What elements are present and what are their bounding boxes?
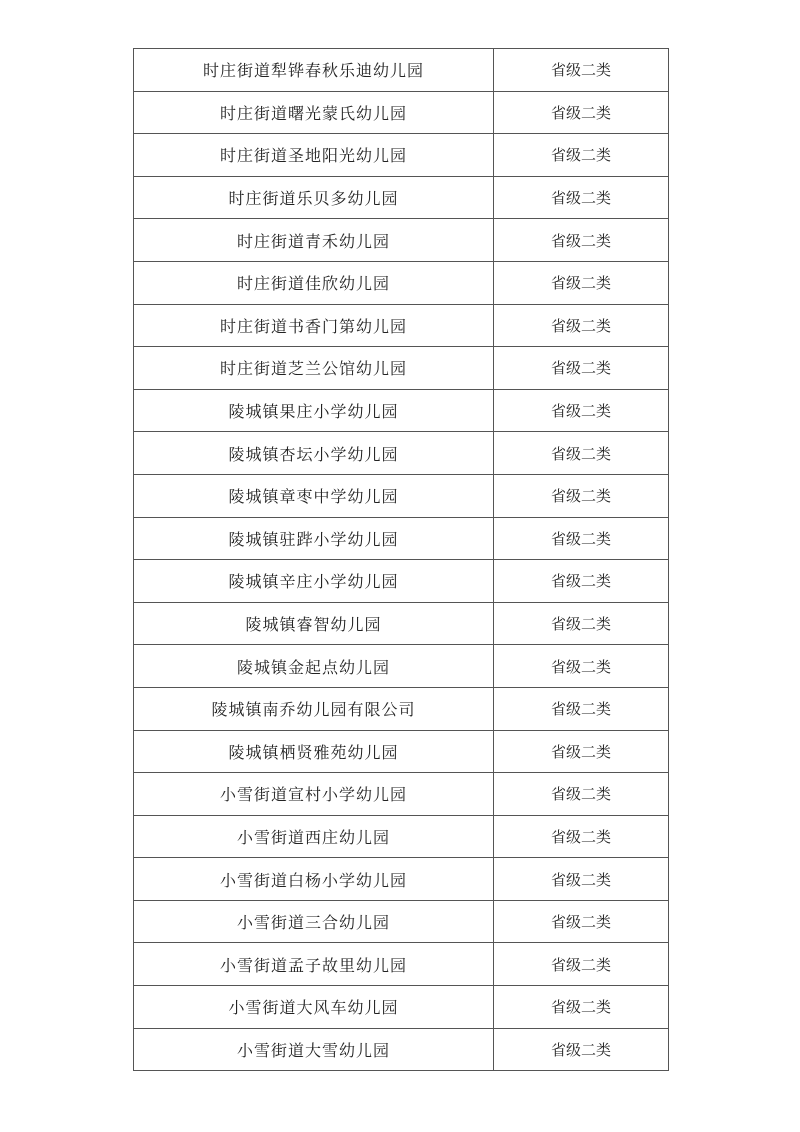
kindergarten-name-cell: 小雪街道大雪幼儿园 (134, 1028, 494, 1071)
category-cell: 省级二类 (494, 91, 669, 134)
table-row (134, 986, 669, 1029)
category-cell: 省级二类 (494, 900, 669, 943)
category-cell: 省级二类 (494, 432, 669, 475)
table-row (134, 900, 669, 943)
kindergarten-name-cell: 陵城镇杏坛小学幼儿园 (134, 432, 494, 475)
table-body (134, 49, 669, 1071)
category-cell: 省级二类 (494, 687, 669, 730)
table-row (134, 560, 669, 603)
table-row (134, 602, 669, 645)
kindergarten-name-cell: 陵城镇睿智幼儿园 (134, 602, 494, 645)
category-cell: 省级二类 (494, 1028, 669, 1071)
table-row (134, 858, 669, 901)
kindergarten-name-cell: 小雪街道西庄幼儿园 (134, 815, 494, 858)
table-row (134, 389, 669, 432)
category-cell: 省级二类 (494, 134, 669, 177)
kindergarten-name-cell: 小雪街道白杨小学幼儿园 (134, 858, 494, 901)
table-row (134, 517, 669, 560)
table-row (134, 347, 669, 390)
kindergarten-name-cell: 陵城镇驻跸小学幼儿园 (134, 517, 494, 560)
table-row (134, 261, 669, 304)
kindergarten-name-cell: 时庄街道书香门第幼儿园 (134, 304, 494, 347)
category-cell: 省级二类 (494, 389, 669, 432)
table-row (134, 687, 669, 730)
table-row (134, 1028, 669, 1071)
table-row (134, 219, 669, 262)
kindergarten-name-cell: 小雪街道大风车幼儿园 (134, 986, 494, 1029)
table-row (134, 815, 669, 858)
table-row (134, 474, 669, 517)
kindergarten-name-cell: 陵城镇章枣中学幼儿园 (134, 474, 494, 517)
kindergarten-name-cell: 陵城镇南乔幼儿园有限公司 (134, 687, 494, 730)
category-cell: 省级二类 (494, 304, 669, 347)
kindergarten-name-cell: 时庄街道曙光蒙氏幼儿园 (134, 91, 494, 134)
category-cell: 省级二类 (494, 858, 669, 901)
kindergarten-name-cell: 小雪街道孟子故里幼儿园 (134, 943, 494, 986)
category-cell: 省级二类 (494, 986, 669, 1029)
category-cell: 省级二类 (494, 176, 669, 219)
table-row (134, 91, 669, 134)
kindergarten-name-cell: 陵城镇辛庄小学幼儿园 (134, 560, 494, 603)
kindergarten-name-cell: 陵城镇栖贤雅苑幼儿园 (134, 730, 494, 773)
kindergarten-name-cell: 陵城镇果庄小学幼儿园 (134, 389, 494, 432)
category-cell: 省级二类 (494, 347, 669, 390)
table-row (134, 134, 669, 177)
kindergarten-name-cell: 时庄街道圣地阳光幼儿园 (134, 134, 494, 177)
category-cell: 省级二类 (494, 815, 669, 858)
kindergarten-name-cell: 时庄街道佳欣幼儿园 (134, 261, 494, 304)
kindergarten-name-cell: 时庄街道乐贝多幼儿园 (134, 176, 494, 219)
table-row (134, 943, 669, 986)
table-row (134, 176, 669, 219)
table-row (134, 49, 669, 92)
category-cell: 省级二类 (494, 602, 669, 645)
kindergarten-name-cell: 时庄街道芝兰公馆幼儿园 (134, 347, 494, 390)
table-row (134, 773, 669, 816)
category-cell: 省级二类 (494, 943, 669, 986)
kindergarten-name-cell: 小雪街道宣村小学幼儿园 (134, 773, 494, 816)
category-cell: 省级二类 (494, 517, 669, 560)
table-row (134, 432, 669, 475)
category-cell: 省级二类 (494, 773, 669, 816)
category-cell: 省级二类 (494, 49, 669, 92)
table-row (134, 730, 669, 773)
category-cell: 省级二类 (494, 261, 669, 304)
kindergarten-table (133, 48, 669, 1071)
kindergarten-name-cell: 小雪街道三合幼儿园 (134, 900, 494, 943)
kindergarten-name-cell: 时庄街道青禾幼儿园 (134, 219, 494, 262)
category-cell: 省级二类 (494, 730, 669, 773)
table-row (134, 304, 669, 347)
category-cell: 省级二类 (494, 474, 669, 517)
category-cell: 省级二类 (494, 219, 669, 262)
category-cell: 省级二类 (494, 560, 669, 603)
kindergarten-name-cell: 时庄街道犁铧春秋乐迪幼儿园 (134, 49, 494, 92)
kindergarten-name-cell: 陵城镇金起点幼儿园 (134, 645, 494, 688)
category-cell: 省级二类 (494, 645, 669, 688)
table-row (134, 645, 669, 688)
